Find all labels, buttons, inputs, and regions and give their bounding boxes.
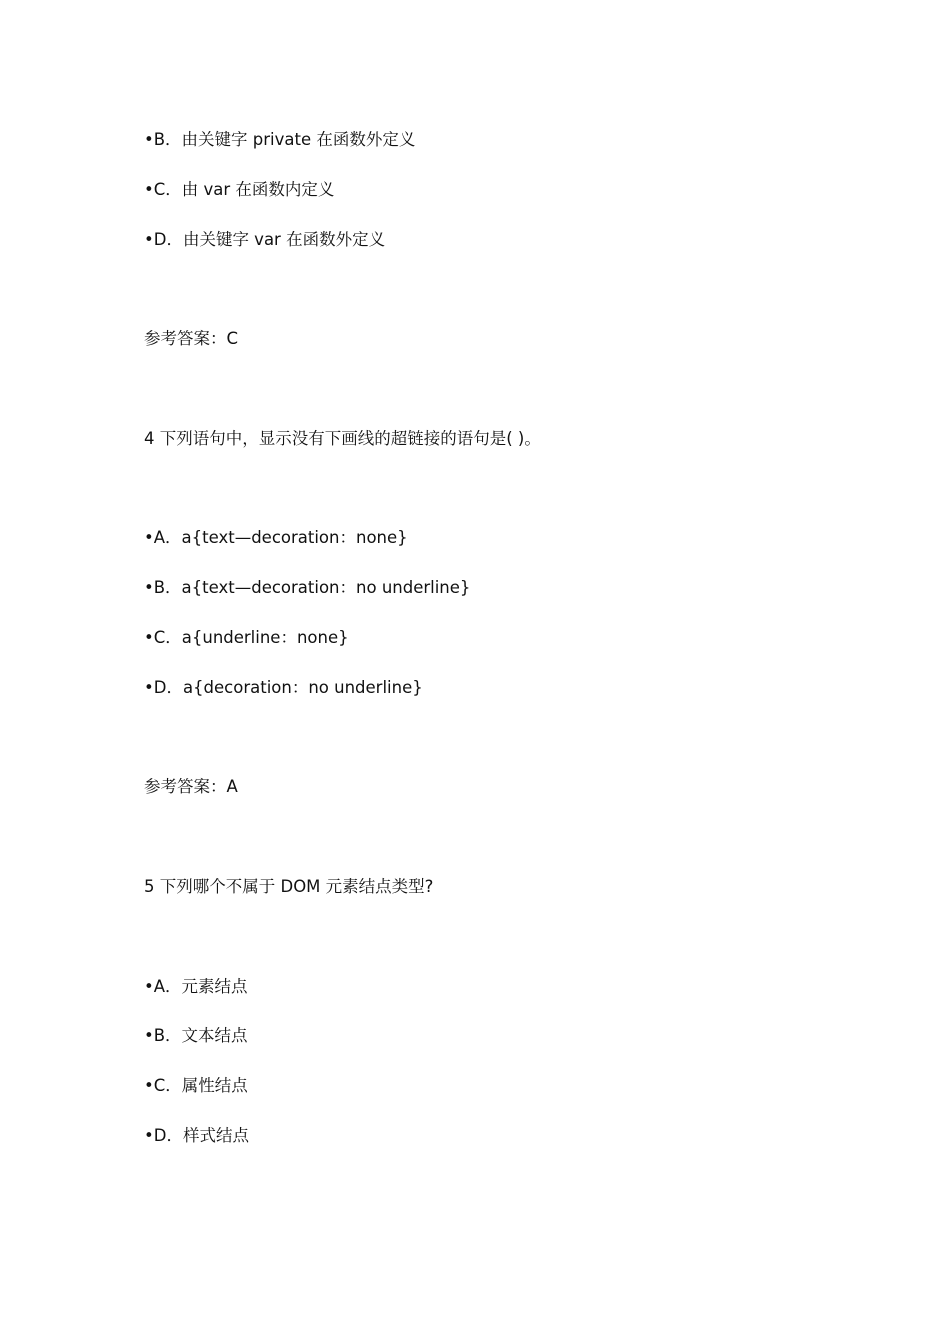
- q5-option-c: •C．属性结点: [144, 1076, 248, 1095]
- q4-option-d: •D．a{decoration：no underline}: [144, 678, 423, 697]
- q4-option-c: •C．a{underline：none}: [144, 628, 349, 647]
- q3-option-d: •D．由关键字 var 在函数外定义: [144, 230, 386, 249]
- q3-option-b: •B．由关键字 private 在函数外定义: [144, 130, 416, 149]
- q4-option-a: •A．a{text—decoration：none}: [144, 528, 408, 547]
- q5-option-d: •D．样式结点: [144, 1126, 249, 1145]
- q5-option-b: •B．文本结点: [144, 1026, 248, 1045]
- q3-option-c: •C．由 var 在函数内定义: [144, 180, 335, 199]
- q5-question: 5 下列哪个不属于 DOM 元素结点类型?: [144, 877, 434, 896]
- q4-answer: 参考答案：A: [144, 777, 238, 796]
- q3-answer: 参考答案：C: [144, 329, 239, 348]
- q4-option-b: •B．a{text—decoration：no underline}: [144, 578, 471, 597]
- q4-question: 4 下列语句中，显示没有下画线的超链接的语句是( )。: [144, 429, 541, 448]
- q5-option-a: •A．元素结点: [144, 977, 248, 996]
